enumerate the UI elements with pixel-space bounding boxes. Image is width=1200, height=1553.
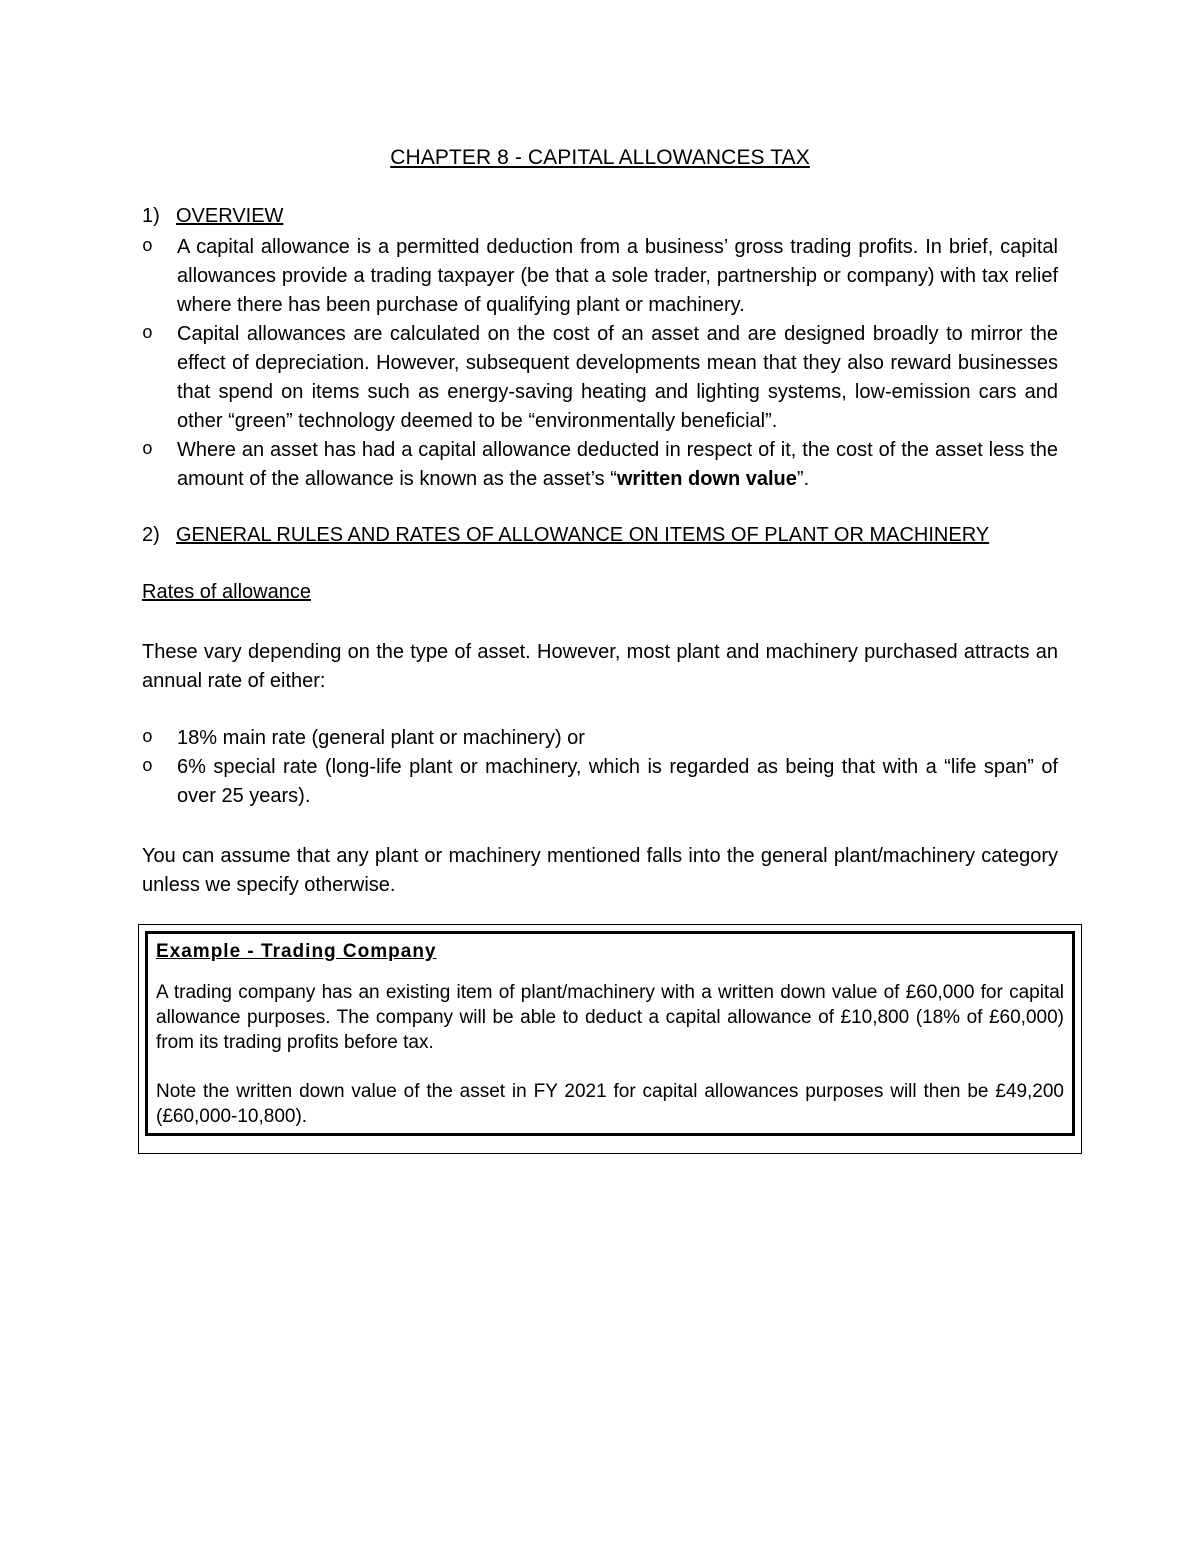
example-paragraph-1: A trading company has an existing item of plant/machinery with a written down value of £60,000 for capital allowance purposes. The company will be able to deduct a capital allowance of £10,800 (18% of £60,000) from its trading profits before tax.: [156, 982, 1064, 1053]
section-1-title: OVERVIEW: [176, 205, 284, 227]
overview-bullet-2-text: Capital allowances are calculated on the cost of an asset and are designed broadly to mirror the effect of depreciation. However, subsequent developments mean that they also reward businesses that spend on items such as energy-saving heating and lighting systems, low-emission cars and other “green” technology deemed to be “environmentally beneficial”.: [177, 323, 1058, 432]
overview-bullet-3: [142, 436, 1058, 494]
rate-bullet-main: [142, 724, 1058, 753]
section-2-number: 2): [142, 524, 160, 546]
rate-bullet-main-text: 18% main rate (general plant or machinery) or: [177, 727, 585, 749]
example-title: Example - Trading Company: [156, 941, 437, 962]
section-2-heading: [142, 524, 989, 547]
rates-of-allowance-subheading: Rates of allowance: [142, 581, 311, 603]
overview-bullet-3-text-before: Where an asset has had a capital allowance deducted in respect of it, the cost of the asset less the amount of the allowance is known as the asset’s “: [177, 439, 1058, 490]
overview-bullet-1-text: A capital allowance is a permitted deduction from a business’ gross trading profits. In brief, capital allowances provide a trading taxpayer (be that a sole trader, partnership or company) with tax relief where there has been purchase of qualifying plant or machinery.: [177, 236, 1058, 316]
page-title: CHAPTER 8 - CAPITAL ALLOWANCES TAX: [390, 146, 810, 169]
overview-bullet-2: [142, 320, 1058, 436]
rate-bullet-special: [142, 753, 1058, 811]
rates-intro-paragraph: These vary depending on the type of asset. However, most plant and machinery purchased attracts an annual rate of either:: [142, 641, 1058, 692]
rates-bullet-list: [142, 724, 1058, 811]
bullet-marker: o: [142, 757, 153, 777]
rate-bullet-special-text: 6% special rate (long-life plant or machinery, which is regarded as being that with a “life span” of over 25 years).: [177, 756, 1058, 807]
overview-bullet-3-text-after: ”.: [796, 468, 810, 490]
section-1-heading: [142, 205, 283, 228]
example-paragraph-2: Note the written down value of the asset in FY 2021 for capital allowances purposes will then be £49,200 (£60,000-10,800).: [156, 1081, 1064, 1127]
bullet-marker: o: [142, 324, 153, 344]
category-note-paragraph: You can assume that any plant or machinery mentioned falls into the general plant/machinery category unless we specify otherwise.: [142, 845, 1058, 896]
bullet-marker: o: [142, 728, 153, 748]
example-box: [145, 931, 1075, 1136]
section-1-number: 1): [142, 205, 160, 227]
overview-bullet-1: [142, 233, 1058, 320]
overview-bullet-list: [142, 233, 1058, 494]
bullet-marker: o: [142, 440, 153, 460]
section-2-title: GENERAL RULES AND RATES OF ALLOWANCE ON ITEMS OF PLANT OR MACHINERY: [176, 524, 990, 546]
written-down-value-term: written down value: [616, 468, 797, 490]
bullet-marker: o: [142, 237, 153, 257]
